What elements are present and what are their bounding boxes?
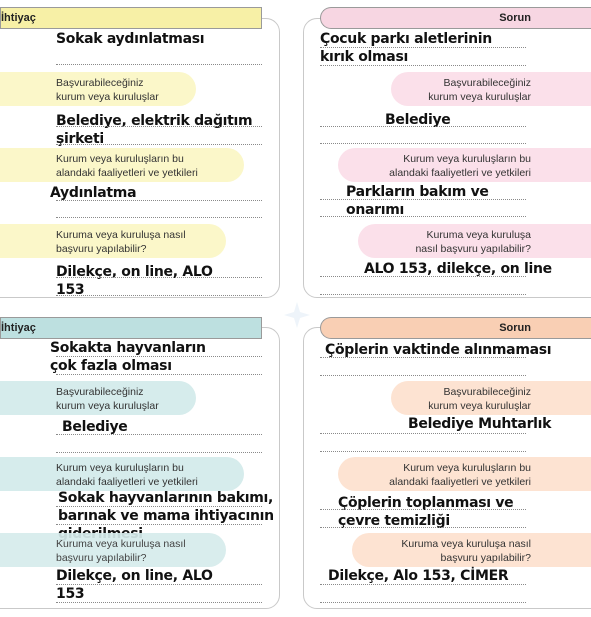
answer-line (320, 433, 526, 434)
answer-line (56, 217, 262, 218)
answer-line (56, 452, 262, 453)
answer-line (56, 584, 262, 585)
prompt-activities: Kurum veya kuruluşların bu alandaki faaliyetleri ve yetkileri (0, 457, 244, 491)
answer-line (320, 143, 526, 144)
answer-institutions[interactable]: Belediye, elektrik dağıtım şirketi (56, 113, 253, 147)
answer-activities[interactable]: Parkların bakım ve onarımı (346, 184, 489, 218)
answer-activities[interactable]: Aydınlatma (50, 185, 137, 201)
answer-activities[interactable]: Çöplerin toplanması ve çevre temizliği (338, 495, 514, 529)
prompt-application: Kuruma veya kuruluşa nasıl başvuru yapılabilir? (352, 533, 591, 567)
answer-application[interactable]: Dilekçe, on line, ALO 153 (56, 568, 213, 602)
prompt-application: Kuruma veya kuruluşa nasıl başvuru yapılabilir? (0, 533, 226, 567)
answer-line (56, 295, 262, 296)
answer-line (56, 374, 262, 375)
prompt-activities: Kurum veya kuruluşların bu alandaki faaliyetleri ve yetkileri (338, 457, 591, 491)
topic-text: Sokak aydınlatması (56, 31, 205, 47)
answer-line (56, 200, 262, 201)
answer-line (320, 375, 526, 376)
answer-institutions[interactable]: Belediye (385, 112, 451, 128)
answer-institutions[interactable]: Belediye Muhtarlık (408, 416, 552, 432)
answer-line (56, 144, 262, 145)
tab-ihtiyac: İhtiyaç (0, 7, 262, 29)
tab-ihtiyac: İhtiyaç (0, 317, 262, 339)
prompt-institutions: Başvurabileceğiniz kurum veya kuruluşlar (391, 72, 591, 106)
answer-line (320, 294, 526, 295)
answer-line (56, 64, 262, 65)
prompt-institutions: Başvurabileceğiniz kurum veya kuruluşlar (391, 381, 591, 415)
answer-line (320, 199, 526, 200)
answer-application[interactable]: ALO 153, dilekçe, on line (364, 261, 552, 277)
prompt-institutions: Başvurabileceğiniz kurum veya kuruluşlar (0, 381, 196, 415)
answer-line (56, 602, 262, 603)
answer-line (320, 602, 526, 603)
answer-application[interactable]: Dilekçe, on line, ALO 153 (56, 264, 213, 298)
answer-line (56, 126, 262, 127)
prompt-activities: Kurum veya kuruluşların bu alandaki faaliyetleri ve yetkileri (0, 148, 244, 182)
answer-line (320, 65, 526, 66)
answer-line (320, 126, 526, 127)
answer-line (320, 216, 526, 217)
prompt-application: Kuruma veya kuruluşa nasıl başvuru yapılabilir? (0, 224, 226, 258)
answer-line (56, 524, 262, 525)
topic-text: Çocuk parkı aletlerinin kırık olması (320, 31, 492, 65)
answer-line (56, 506, 262, 507)
topic-text: Çöplerin vaktinde alınmaması (325, 342, 552, 358)
prompt-institutions: Başvurabileceğiniz kurum veya kuruluşlar (0, 72, 196, 106)
tab-sorun: Sorun (320, 7, 591, 29)
answer-line (320, 276, 526, 277)
prompt-application: Kuruma veya kuruluşa nasıl başvuru yapılabilir? (358, 224, 591, 258)
answer-line (56, 277, 262, 278)
topic-text: Sokakta hayvanların çok fazla olması (50, 340, 206, 374)
answer-activities[interactable]: Sokak hayvanlarının bakımı, barınak ve mama ihtiyacının (58, 490, 274, 524)
answer-institutions[interactable]: Belediye (62, 419, 128, 435)
prompt-activities: Kurum veya kuruluşların bu alandaki faaliyetleri ve yetkileri (338, 148, 591, 182)
answer-line (320, 451, 526, 452)
answer-line (56, 356, 262, 357)
answer-line (320, 584, 526, 585)
tab-sorun: Sorun (320, 317, 591, 339)
answer-line (320, 509, 526, 510)
answer-line (320, 527, 526, 528)
answer-line (56, 434, 262, 435)
answer-line (320, 47, 526, 48)
answer-line (320, 357, 526, 358)
star-watermark-icon (282, 300, 312, 330)
answer-application[interactable]: Dilekçe, Alo 153, CİMER (328, 568, 509, 584)
